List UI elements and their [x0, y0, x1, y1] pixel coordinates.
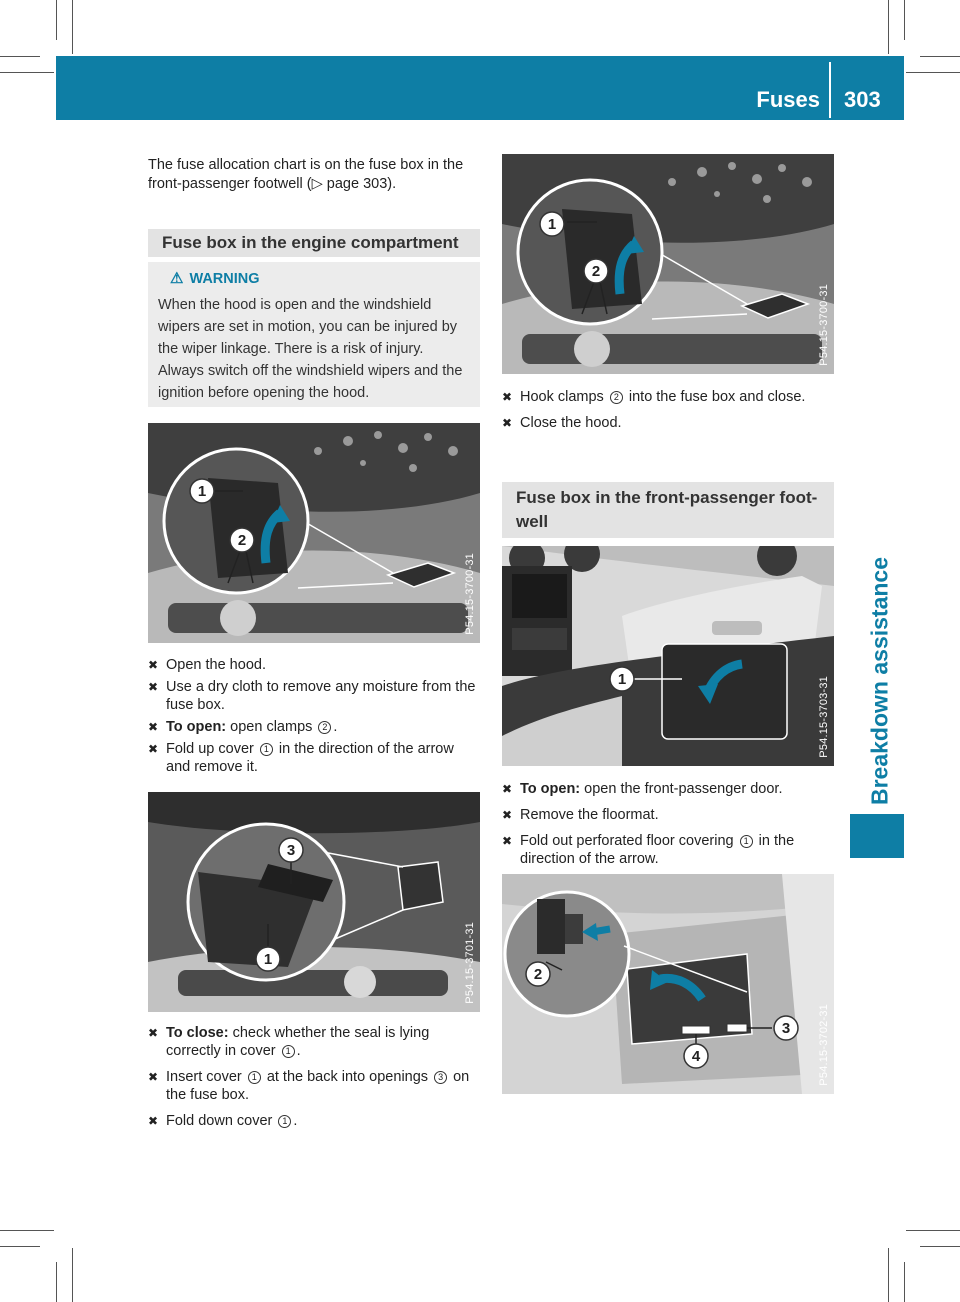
page-number: 303	[844, 87, 881, 112]
callout-ref: 1	[740, 835, 753, 848]
side-tab-label: Breakdown assistance	[866, 556, 893, 806]
list-item: ✖ To open: open the front-passenger door.	[502, 781, 783, 797]
section-heading-footwell-line: well	[516, 512, 549, 531]
warning-title	[170, 270, 260, 288]
crop-mark	[0, 1246, 40, 1247]
crop-mark	[904, 1262, 905, 1302]
list-item: ✖ Use a dry cloth to remove any moisture from the fuse box.	[148, 679, 476, 713]
list-item: ✖ Close the hood.	[502, 415, 622, 431]
crop-mark	[0, 56, 40, 57]
callout-ref: 1	[248, 1071, 261, 1084]
figure-engine-fuse-box-open	[148, 792, 480, 1012]
arrow-right-icon: ✖	[148, 658, 159, 672]
section-heading-footwell	[502, 482, 834, 538]
section-heading-engine-text: Fuse box in the engine compartment	[162, 233, 459, 252]
callout-ref: 2	[610, 391, 623, 404]
figure-footwell-fuse-box	[502, 874, 834, 1094]
crop-mark	[904, 0, 905, 40]
steps-hook	[502, 388, 834, 436]
crop-mark	[888, 0, 889, 54]
arrow-right-icon: ✖	[502, 834, 513, 848]
list-item: ✖ Fold up cover 1 in the direction of the arrow and remove it.	[148, 741, 454, 775]
header-separator	[829, 62, 831, 118]
warning-title-text: WARNING	[189, 271, 260, 287]
list-item: ✖ To close: check whether the seal is lying correctly in cover 1 .	[148, 1025, 430, 1059]
callout-ref: 1	[278, 1115, 291, 1128]
callout-1: 1	[197, 483, 207, 500]
crop-mark	[72, 1248, 73, 1302]
list-item: ✖ Hook clamps 2 into the fuse box and close.	[502, 389, 806, 405]
warning-triangle-icon: ⚠	[170, 270, 184, 287]
intro-text: The fuse allocation chart is on the fuse box in the front-passenger footwell (▷ page 303).	[148, 157, 464, 192]
arrow-right-icon: ✖	[502, 416, 513, 430]
callout-1: 1	[547, 216, 557, 233]
figure-footwell-floor-covering	[502, 546, 834, 766]
arrow-right-icon: ✖	[148, 1070, 159, 1084]
list-item: ✖ Fold down cover 1 .	[148, 1113, 298, 1129]
list-item: ✖ Open the hood.	[148, 657, 266, 673]
crop-mark	[0, 72, 54, 73]
callout-ref: 3	[434, 1071, 447, 1084]
steps-footwell	[502, 780, 834, 872]
crop-mark	[56, 0, 57, 40]
header-section-title: Fuses	[756, 87, 820, 112]
arrow-right-icon: ✖	[502, 782, 513, 796]
crop-mark	[906, 72, 960, 73]
side-tab-marker	[850, 814, 904, 858]
crop-mark	[920, 1246, 960, 1247]
crop-mark	[0, 1230, 54, 1231]
figure-code: P54.15-3703-31	[818, 676, 830, 758]
warning-paragraph: Always switch off the windshield wipers and the ignition before opening the hood.	[158, 363, 463, 401]
callout-ref: 2	[318, 721, 331, 734]
list-item: ✖ Insert cover 1 at the back into openings 3 on the fuse box.	[148, 1069, 470, 1103]
figure-code: P54.15-3702-31	[818, 1004, 830, 1086]
crop-mark	[56, 1262, 57, 1302]
arrow-right-icon: ✖	[148, 742, 159, 756]
arrow-right-icon: ✖	[148, 1114, 159, 1128]
callout-1: 1	[617, 671, 627, 688]
callout-ref: 1	[282, 1045, 295, 1058]
crop-mark	[72, 0, 73, 54]
figure-engine-fuse-box-clamps	[502, 154, 834, 374]
callout-3: 3	[781, 1020, 791, 1037]
steps-close	[148, 1024, 480, 1134]
list-item: ✖ To open: open clamps 2 .	[148, 719, 338, 735]
figure-engine-fuse-box-closed	[148, 423, 480, 643]
section-heading-engine	[148, 229, 480, 257]
crop-mark	[920, 56, 960, 57]
arrow-right-icon: ✖	[502, 390, 513, 404]
warning-paragraph: When the hood is open and the windshield wipers are set in motion, you can be injured by the wiper linkage. There is a risk of injury.	[158, 297, 458, 357]
figure-code: P54.15-3700-31	[818, 284, 830, 366]
arrow-right-icon: ✖	[148, 680, 159, 694]
callout-3: 3	[286, 842, 296, 859]
crop-mark	[888, 1248, 889, 1302]
arrow-right-icon: ✖	[148, 1026, 159, 1040]
callout-4: 4	[691, 1048, 701, 1065]
figure-code: P54.15-3701-31	[464, 922, 476, 1004]
steps-open	[148, 656, 480, 780]
arrow-right-icon: ✖	[502, 808, 513, 822]
callout-2: 2	[237, 532, 247, 549]
crop-mark	[906, 1230, 960, 1231]
callout-1: 1	[263, 951, 273, 968]
figure-code: P54.15-3700-31	[464, 553, 476, 635]
list-item: ✖ Fold out perforated floor covering 1 in the direction of the arrow.	[502, 833, 795, 867]
list-item: ✖ Remove the floormat.	[502, 807, 659, 823]
side-tab	[840, 556, 920, 806]
callout-ref: 1	[260, 743, 273, 756]
arrow-right-icon: ✖	[148, 720, 159, 734]
callout-2: 2	[533, 966, 543, 983]
callout-2: 2	[591, 263, 601, 280]
section-heading-footwell-line: Fuse box in the front-passenger foot-	[516, 488, 818, 507]
